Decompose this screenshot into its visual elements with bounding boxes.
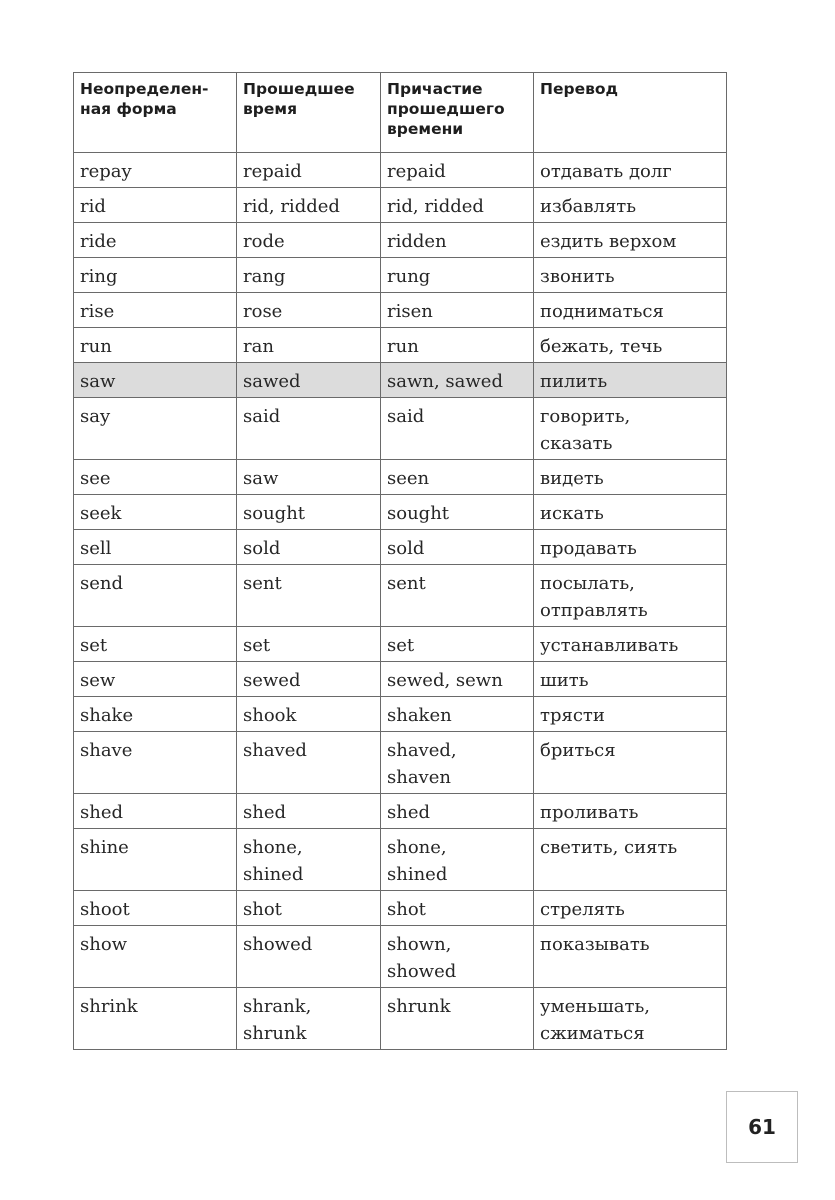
- translation-cell: показывать: [534, 926, 727, 988]
- past-simple-cell: sewed: [237, 662, 381, 697]
- infinitive-cell: seek: [74, 495, 237, 530]
- infinitive-cell: rid: [74, 188, 237, 223]
- infinitive-cell: sell: [74, 530, 237, 565]
- past-participle-cell: shed: [381, 794, 534, 829]
- header-row: [74, 73, 727, 153]
- table-row: [74, 293, 727, 328]
- page-number: 61: [726, 1091, 798, 1163]
- table-row: [74, 530, 727, 565]
- translation-cell: отдавать долг: [534, 153, 727, 188]
- translation-cell: бриться: [534, 732, 727, 794]
- past-participle-cell: rid, ridded: [381, 188, 534, 223]
- infinitive-cell: say: [74, 398, 237, 460]
- infinitive-cell: ring: [74, 258, 237, 293]
- table-row: [74, 891, 727, 926]
- infinitive-cell: rise: [74, 293, 237, 328]
- infinitive-cell: shrink: [74, 988, 237, 1050]
- past-simple-cell: rid, ridded: [237, 188, 381, 223]
- past-simple-cell: shook: [237, 697, 381, 732]
- past-simple-cell: shaved: [237, 732, 381, 794]
- translation-cell: посылать, отправлять: [534, 565, 727, 627]
- translation-cell: светить, сиять: [534, 829, 727, 891]
- past-participle-cell: said: [381, 398, 534, 460]
- past-simple-cell: said: [237, 398, 381, 460]
- past-participle-cell: shaken: [381, 697, 534, 732]
- table-row: [74, 398, 727, 460]
- translation-cell: ездить верхом: [534, 223, 727, 258]
- translation-cell: подниматься: [534, 293, 727, 328]
- infinitive-cell: repay: [74, 153, 237, 188]
- past-simple-cell: shone, shined: [237, 829, 381, 891]
- infinitive-cell: saw: [74, 363, 237, 398]
- translation-cell: проливать: [534, 794, 727, 829]
- table-row: [74, 662, 727, 697]
- translation-cell: устанавливать: [534, 627, 727, 662]
- infinitive-cell: set: [74, 627, 237, 662]
- translation-cell: трясти: [534, 697, 727, 732]
- infinitive-cell: shoot: [74, 891, 237, 926]
- past-simple-cell: rode: [237, 223, 381, 258]
- table-row: [74, 153, 727, 188]
- infinitive-cell: sew: [74, 662, 237, 697]
- past-simple-cell: rose: [237, 293, 381, 328]
- infinitive-cell: shake: [74, 697, 237, 732]
- translation-cell: бежать, течь: [534, 328, 727, 363]
- past-participle-cell: sold: [381, 530, 534, 565]
- table-row: [74, 328, 727, 363]
- infinitive-cell: shave: [74, 732, 237, 794]
- past-participle-cell: sawn, sawed: [381, 363, 534, 398]
- table-row: [74, 460, 727, 495]
- past-simple-cell: set: [237, 627, 381, 662]
- translation-cell: уменьшать, сжиматься: [534, 988, 727, 1050]
- table-row: [74, 223, 727, 258]
- past-participle-cell: seen: [381, 460, 534, 495]
- past-simple-cell: repaid: [237, 153, 381, 188]
- past-participle-cell: risen: [381, 293, 534, 328]
- table-row: [74, 363, 727, 398]
- table-row: [74, 565, 727, 627]
- table-row: [74, 732, 727, 794]
- past-participle-cell: shrunk: [381, 988, 534, 1050]
- past-participle-cell: shot: [381, 891, 534, 926]
- header-infinitive: Неопределен- ная форма: [74, 73, 237, 153]
- past-participle-cell: set: [381, 627, 534, 662]
- table-row: [74, 829, 727, 891]
- table-row: [74, 697, 727, 732]
- past-participle-cell: rung: [381, 258, 534, 293]
- infinitive-cell: shed: [74, 794, 237, 829]
- past-participle-cell: repaid: [381, 153, 534, 188]
- past-participle-cell: run: [381, 328, 534, 363]
- infinitive-cell: ride: [74, 223, 237, 258]
- translation-cell: говорить, сказать: [534, 398, 727, 460]
- infinitive-cell: run: [74, 328, 237, 363]
- translation-cell: избавлять: [534, 188, 727, 223]
- table-row: [74, 794, 727, 829]
- table-row: [74, 258, 727, 293]
- past-participle-cell: shown, showed: [381, 926, 534, 988]
- infinitive-cell: send: [74, 565, 237, 627]
- translation-cell: видеть: [534, 460, 727, 495]
- translation-cell: искать: [534, 495, 727, 530]
- past-participle-cell: shaved, shaven: [381, 732, 534, 794]
- infinitive-cell: see: [74, 460, 237, 495]
- translation-cell: стрелять: [534, 891, 727, 926]
- past-simple-cell: shot: [237, 891, 381, 926]
- past-participle-cell: sought: [381, 495, 534, 530]
- infinitive-cell: show: [74, 926, 237, 988]
- past-simple-cell: showed: [237, 926, 381, 988]
- past-participle-cell: sewed, sewn: [381, 662, 534, 697]
- table-row: [74, 627, 727, 662]
- table-row: [74, 188, 727, 223]
- past-simple-cell: sent: [237, 565, 381, 627]
- table-body: [74, 153, 727, 1050]
- infinitive-cell: shine: [74, 829, 237, 891]
- past-participle-cell: shone, shined: [381, 829, 534, 891]
- past-simple-cell: ran: [237, 328, 381, 363]
- past-simple-cell: rang: [237, 258, 381, 293]
- table-row: [74, 926, 727, 988]
- translation-cell: шить: [534, 662, 727, 697]
- translation-cell: пилить: [534, 363, 727, 398]
- past-participle-cell: sent: [381, 565, 534, 627]
- past-simple-cell: sawed: [237, 363, 381, 398]
- past-participle-cell: ridden: [381, 223, 534, 258]
- header-past-simple: Прошедшее время: [237, 73, 381, 153]
- translation-cell: продавать: [534, 530, 727, 565]
- table-row: [74, 495, 727, 530]
- table-row: [74, 988, 727, 1050]
- table-header: [74, 73, 727, 153]
- past-simple-cell: sought: [237, 495, 381, 530]
- translation-cell: звонить: [534, 258, 727, 293]
- past-simple-cell: shed: [237, 794, 381, 829]
- past-simple-cell: sold: [237, 530, 381, 565]
- past-simple-cell: shrank, shrunk: [237, 988, 381, 1050]
- irregular-verbs-table: [73, 72, 727, 1050]
- past-simple-cell: saw: [237, 460, 381, 495]
- header-translation: Перевод: [534, 73, 727, 153]
- header-past-participle: Причастие прошедшего времени: [381, 73, 534, 153]
